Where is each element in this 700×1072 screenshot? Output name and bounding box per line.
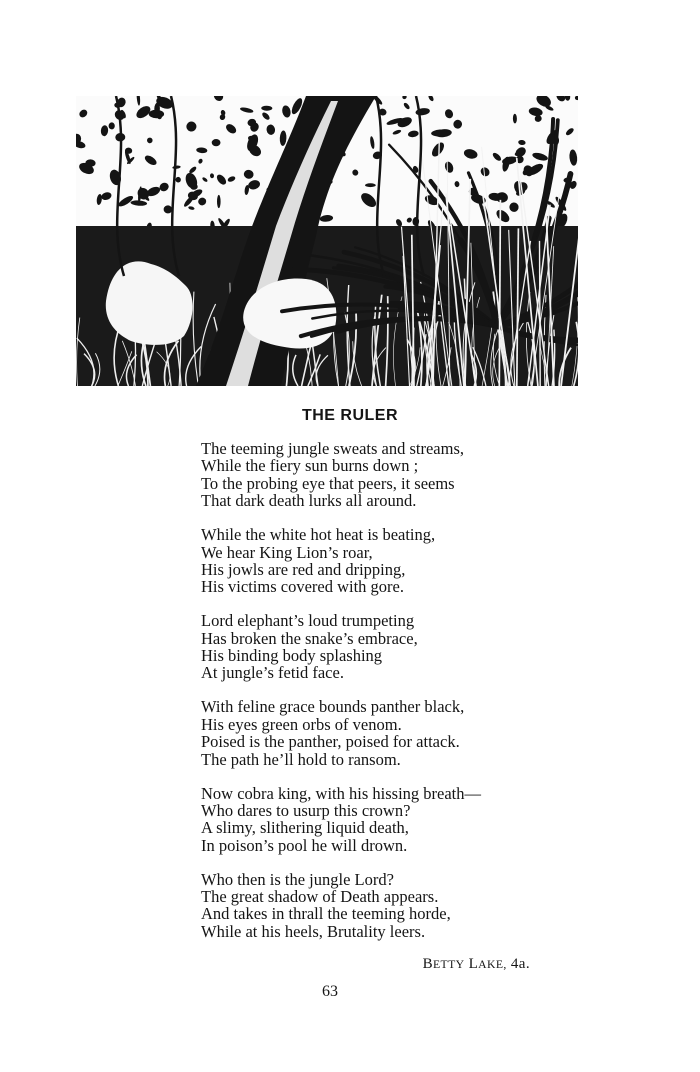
poem-line: At jungle’s fetid face.: [201, 663, 344, 683]
stanza: [201, 612, 481, 682]
poem-line: His eyes green orbs of venom.: [201, 714, 402, 734]
poem-line: The teeming jungle sweats and streams,: [201, 439, 465, 458]
foliage-spot: [365, 183, 376, 187]
poem-line: Who dares to usurp this crown?: [201, 800, 411, 820]
poem-line: The great shadow of Death appears.: [201, 887, 439, 907]
jungle-woodcut-image: [76, 96, 578, 386]
stanza: [201, 698, 481, 768]
poem-line: We hear King Lion’s roar,: [201, 542, 373, 562]
poem-line: While the white hot heat is beating,: [201, 525, 436, 545]
poem-line: His victims covered with gore.: [201, 577, 404, 597]
foliage-spot: [217, 195, 221, 208]
poem-line: Has broken the snake’s embrace,: [201, 628, 418, 648]
jungle-illustration: [76, 96, 578, 386]
poem-line: While at his heels, Brutality leers.: [201, 921, 426, 941]
poem-line: A slimy, slithering liquid death,: [201, 818, 409, 838]
poem-title: THE RULER: [301, 407, 399, 424]
stanza: [201, 871, 481, 941]
poem-line: Lord elephant’s loud trumpeting: [201, 611, 415, 631]
poem-body: [201, 440, 481, 957]
stanza: [201, 440, 481, 510]
poem-line: Poised is the panther, poised for attack.: [201, 732, 460, 752]
stanza: [201, 785, 481, 855]
poem-line: In poison’s pool he will drown.: [201, 835, 408, 855]
poem-line: With feline grace bounds panther black,: [201, 697, 465, 717]
poem-line: Who then is the jungle Lord?: [201, 869, 394, 889]
author-signature: BETTY LAKE, 4a.: [422, 956, 530, 972]
poem-line: That dark death lurks all around.: [201, 491, 417, 511]
page-number: 63: [322, 983, 338, 1000]
poem-line: The path he’ll hold to ransom.: [201, 749, 401, 769]
poem-line: His binding body splashing: [201, 646, 383, 666]
frond-highlight: [540, 241, 541, 386]
poem-line: While the fiery sun burns down ;: [201, 456, 419, 476]
poem-line: To the probing eye that peers, it seems: [201, 473, 455, 493]
stanza: [201, 526, 481, 596]
frond-highlight: [499, 200, 500, 386]
poem-line: Now cobra king, with his hissing breath—: [201, 783, 482, 803]
poem-line: And takes in thrall the teeming horde,: [201, 904, 451, 924]
poem-line: His jowls are red and dripping,: [201, 559, 406, 579]
